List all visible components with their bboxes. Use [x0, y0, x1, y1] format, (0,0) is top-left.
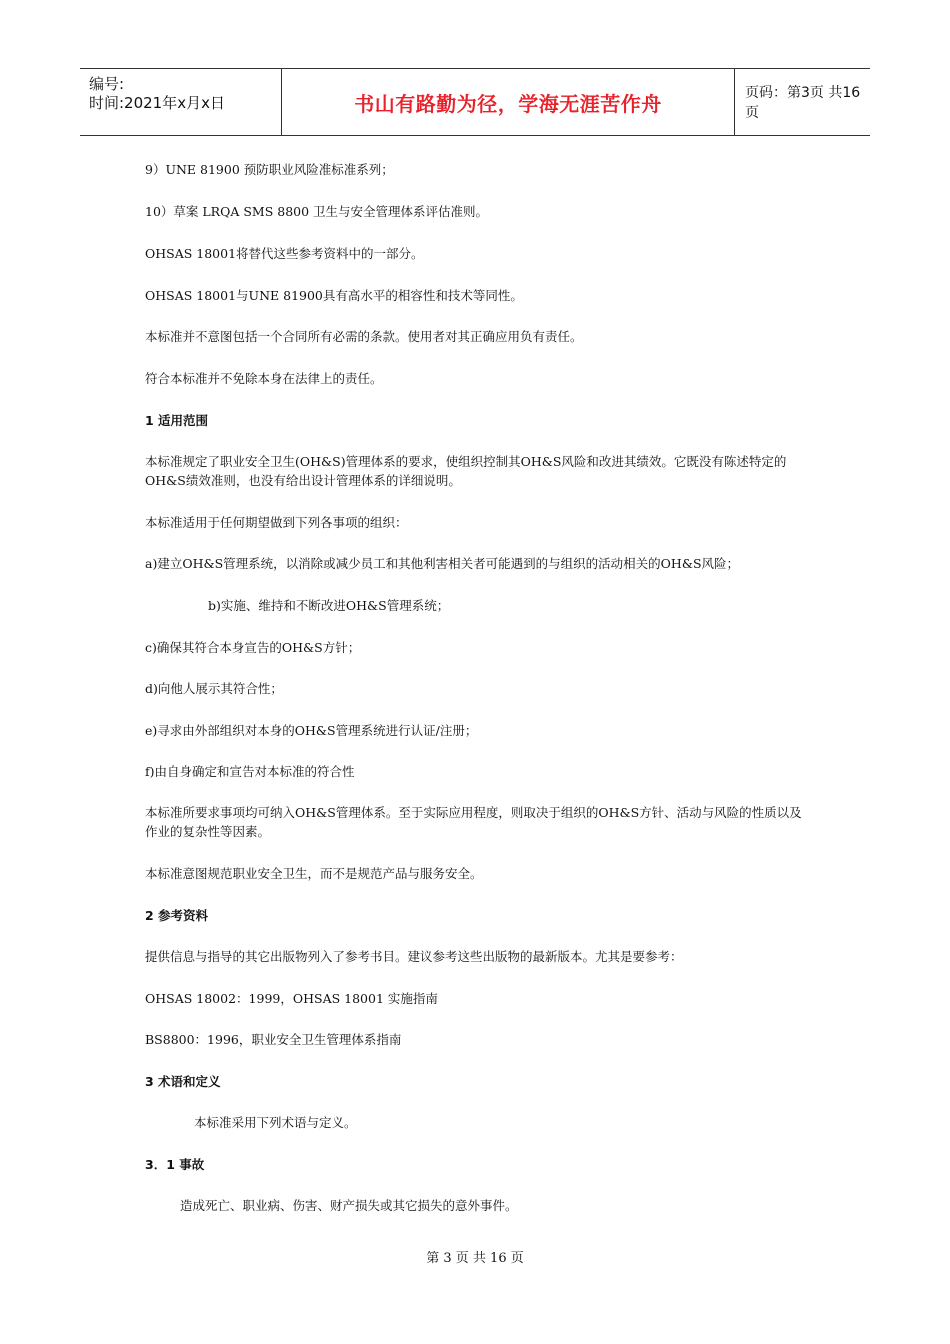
paragraph: 符合本标准并不免除本身在法律上的责任。	[145, 371, 383, 386]
section-heading: 1 适用范围	[145, 413, 209, 428]
paragraph: 本标准规定了职业安全卫生(OH&S)管理体系的要求，使组织控制其OH&S风险和改进其绩效。它既没有陈述特定的OH&S绩效准则，也没有给出设计管理体系的详细说明。	[145, 454, 787, 488]
paragraph: 本标准采用下列术语与定义。	[194, 1115, 357, 1130]
subsection-heading: 3．1 事故	[145, 1157, 205, 1172]
list-item: d)向他人展示其符合性；	[145, 681, 283, 696]
section-heading: 2 参考资料	[145, 908, 209, 923]
document-number-label: 编号:	[89, 75, 125, 93]
paragraph: 本标准意图规范职业安全卫生，而不是规范产品与服务安全。	[145, 866, 483, 881]
section-heading: 3 术语和定义	[145, 1074, 221, 1089]
page-footer: 第 3 页 共 16 页	[426, 1251, 524, 1266]
document-time-label: 时间:2021年x月x日	[89, 94, 225, 112]
list-item: e)寻求由外部组织对本身的OH&S管理系统进行认证/注册；	[145, 723, 478, 738]
list-item: b)实施、维持和不断改进OH&S管理系统；	[208, 598, 450, 613]
paragraph: 本标准所要求事项均可纳入OH&S管理体系。至于实际应用程度，则取决于组织的OH&S方针、活动与风险的性质以及作业的复杂性等因素。	[145, 805, 802, 839]
list-item: c)确保其符合本身宣告的OH&S方针；	[145, 640, 361, 655]
paragraph: 本标准并不意图包括一个合同所有必需的条款。使用者对其正确应用负有责任。	[145, 329, 583, 344]
list-item: a)建立OH&S管理系统，以消除或减少员工和其他利害相关者可能遇到的与组织的活动相关的OH&S风险；	[145, 556, 740, 571]
paragraph: 本标准适用于任何期望做到下列各事项的组织：	[145, 515, 408, 530]
header-meta	[80, 69, 282, 135]
list-item: f)由自身确定和宣告对本标准的符合性	[145, 764, 355, 779]
header-motto: 书山有路勤为径，学海无涯苦作舟	[282, 69, 735, 135]
paragraph: 10）草案 LRQA SMS 8800 卫生与安全管理体系评估准则。	[145, 204, 489, 219]
paragraph: 提供信息与指导的其它出版物列入了参考书目。建议参考这些出版物的最新版本。尤其是要参考：	[145, 949, 683, 964]
paragraph: 造成死亡、职业病、伤害、财产损失或其它损失的意外事件。	[180, 1198, 518, 1213]
paragraph: BS8800：1996，职业安全卫生管理体系指南	[145, 1032, 402, 1047]
page-header	[80, 68, 870, 136]
paragraph: OHSAS 18002：1999，OHSAS 18001 实施指南	[145, 991, 438, 1006]
header-page-info: 页码：第3页 共16页	[745, 85, 861, 121]
paragraph: 9）UNE 81900 预防职业风险准标准系列；	[145, 162, 394, 177]
paragraph: OHSAS 18001与UNE 81900具有高水平的相容性和技术等同性。	[145, 288, 523, 303]
paragraph: OHSAS 18001将替代这些参考资料中的一部分。	[145, 246, 424, 261]
